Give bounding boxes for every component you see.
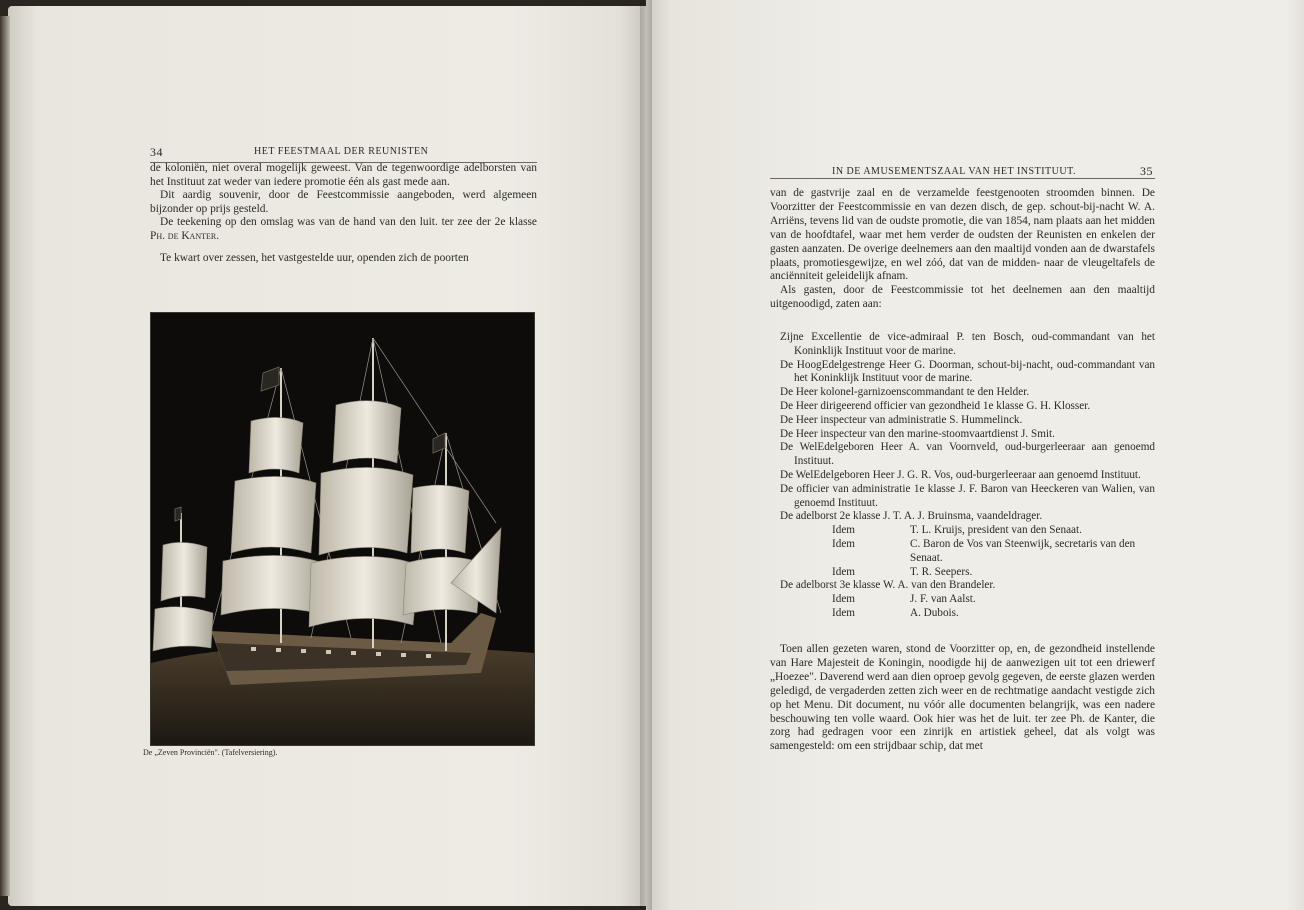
right-running-head — [770, 165, 1155, 179]
right-closing-text — [770, 643, 1155, 754]
left-paragraph: Dit aardig souvenir, door de Feestcommissie aangeboden, werd algemeen bijzonder op prijs gesteld. — [150, 189, 537, 215]
guest-sub-entry — [780, 566, 1155, 580]
left-body-text — [150, 162, 537, 265]
right-page-number: 35 — [1140, 164, 1153, 178]
guest-name: T. L. Kruijs, president van den Senaat. — [910, 524, 1082, 537]
idem-label: Idem — [832, 565, 855, 578]
left-paragraph — [150, 216, 537, 243]
guest-entry: Zijne Excellentie de vice-admiraal P. ten Bosch, oud-commandant van het Koninklijk Instituut voor de marine. — [780, 331, 1155, 357]
left-running-title: HET FEESTMAAL DER REUNISTEN — [254, 146, 429, 157]
ship-photograph — [150, 312, 535, 746]
right-paragraph: Als gasten, door de Feestcommissie tot het deelnemen aan den maaltijd uitgenoodigd, zaten aan: — [770, 284, 1155, 311]
artist-name: Ph. de Kanter. — [150, 229, 220, 242]
ship-image — [151, 313, 534, 745]
guest-name: C. Baron de Vos van Steenwijk, secretaris van den Senaat. — [910, 537, 1136, 564]
idem-label: Idem — [832, 537, 855, 550]
idem-label: Idem — [832, 593, 855, 606]
guest-name: A. Dubois. — [910, 606, 959, 619]
guest-entry: De adelborst 3e klasse W. A. van den Brandeler. — [780, 579, 996, 592]
guest-sub-entry — [780, 607, 1155, 621]
right-paragraph: Toen allen gezeten waren, stond de Voorzitter op, en, de gezondheid instellende van Hare Majesteit de Koningin, noodigde hij de aanwezigen uit tot een driewerf „Hoezee". Daverend werd aan dien oproep gevolg gegeven, de eerste glazen werden geledigd, de vergaderden zetten zich weer en de rechtmatige aandacht vestigde zich op het Menu. Dit document, nu vóór alle documenten belangrijk, was een nadere beschouwing ten volle waard. Ook hier was het de luit. ter zee Ph. de Kanter, die zorg had gedragen voor een zinrijk en artistiek geheel, dat als volgt was samengesteld: om een strijdbaar schip, dat met — [770, 643, 1155, 753]
guest-entry: De Heer kolonel-garnizoenscommandant te den Helder. — [780, 386, 1030, 399]
guest-entry: De adelborst 2e klasse J. T. A. J. Bruinsma, vaandeldrager. — [780, 510, 1043, 523]
left-running-head — [150, 145, 537, 163]
guest-sub-entry — [780, 593, 1155, 607]
guest-entry: De Heer dirigeerend officier van gezondheid 1e klasse G. H. Klosser. — [780, 399, 1091, 412]
guest-entry: De officier van administratie 1e klasse J. F. Baron van Heeckeren van Walien, van genoemd Instituut. — [780, 482, 1155, 509]
guest-entry: De HoogEdelgestrenge Heer G. Doorman, schout-bij-nacht, oud-commandant van het Koninklijk Instituut voor de marine. — [780, 358, 1155, 385]
right-body-text — [770, 187, 1155, 312]
idem-label: Idem — [832, 524, 855, 537]
guest-name: J. F. van Aalst. — [910, 593, 976, 606]
guest-sub-entry — [780, 538, 1155, 566]
right-paragraph: van de gastvrije zaal en de verzamelde feestgenooten stroomden binnen. De Voorzitter der Feestcommissie en van dezen disch, de gep. schout-bij-nacht W. A. Arriëns, tevens lid van de oudste promotie, die van 1854, nam plaats aan het midden van de hoofdtafel, waar met hem verder de oudsten der Reunisten en enkelen der gasten aanzaten. De overige deelnemers aan den maaltijd vonden aan de dwarstafels plaats, promotiesgewijze, en wel zóó, dat van de midden- naar de vleugeltafels de anciënniteit geleidelijk afnam. — [770, 187, 1155, 283]
left-paragraph-text: De teekening op den omslag was van de hand van den luit. ter zee der 2e klasse — [160, 216, 537, 229]
guest-name: T. R. Seepers. — [910, 565, 973, 578]
left-paragraph: Te kwart over zessen, het vastgestelde uur, openden zich de poorten — [160, 251, 469, 264]
book-gutter — [640, 0, 652, 910]
guest-sub-entry — [780, 524, 1155, 538]
guest-entry: De Heer inspecteur van den marine-stoomvaartdienst J. Smit. — [780, 427, 1055, 440]
guest-entry: De Heer inspecteur van administratie S. Hummelinck. — [780, 413, 1023, 426]
idem-label: Idem — [832, 606, 855, 619]
guest-entry: De WelEdelgeboren Heer J. G. R. Vos, oud-burgerleeraar aan genoemd Instituut. — [780, 468, 1141, 481]
left-page-number: 34 — [150, 145, 163, 159]
left-paragraph: de koloniën, niet overal mogelijk geweest. Van de tegenwoordige adelborsten van het Instituut zat weder van iedere promotie één als gast mede aan. — [150, 162, 537, 188]
guest-list — [780, 331, 1155, 621]
right-running-title: IN DE AMUSEMENTSZAAL VAN HET INSTITUUT. — [832, 166, 1076, 177]
guest-entry: De WelEdelgeboren Heer A. van Voornveld, oud-burgerleeraar aan genoemd Instituut. — [780, 441, 1155, 468]
photo-caption: De „Zeven Provinciën". (Tafelversiering). — [143, 748, 278, 757]
